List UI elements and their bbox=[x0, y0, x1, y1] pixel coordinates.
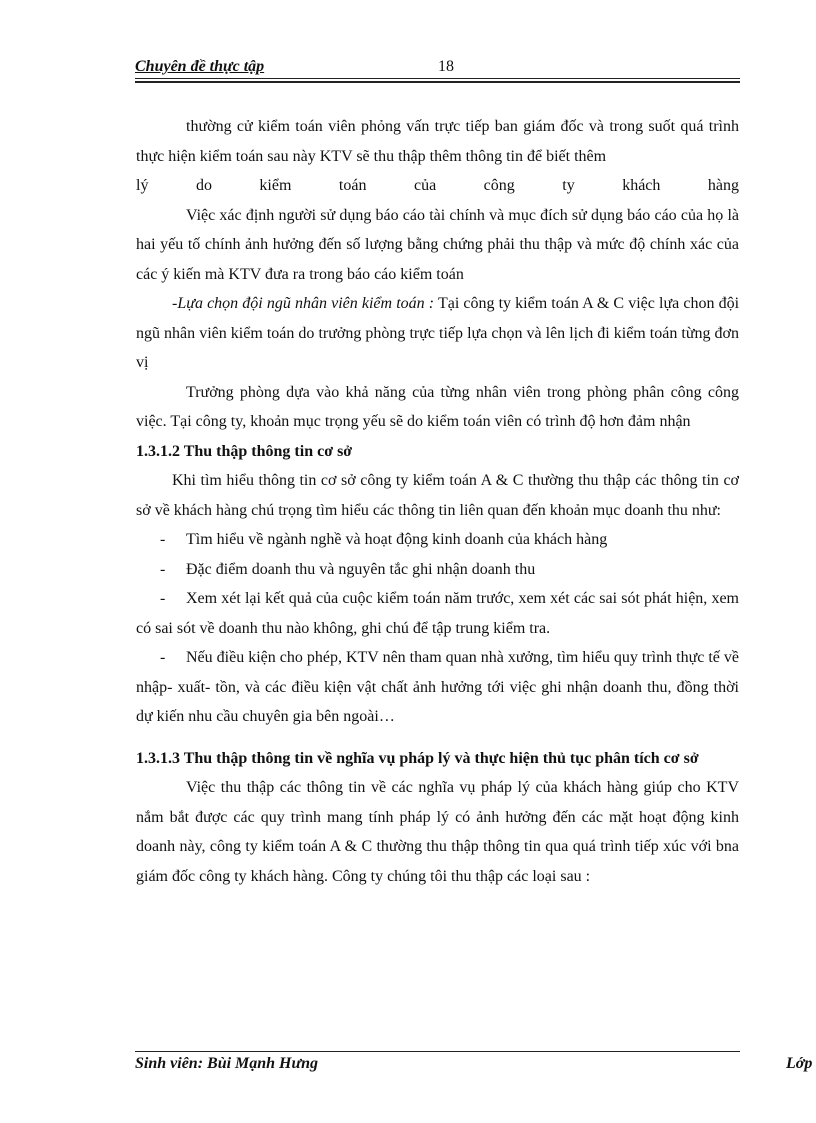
paragraph: Khi tìm hiểu thông tin cơ sở công ty kiểm toán A & C thường thu thập các thông tin cơ sở về khách hàng chú trọng tìm hiểu các thông tin liên quan đến khoản mục doanh thu như: bbox=[136, 472, 739, 519]
page-number: 18 bbox=[438, 58, 454, 75]
list-item: - Nếu điều kiện cho phép, KTV nên tham quan nhà xưởng, tìm hiểu quy trình thực tế về nhập- xuất- tồn, và các điều kiện vật chất ảnh hưởng tới việc ghi nhận doanh thu, đồng thời dự kiến nhu cầu chuyên gia bên ngoài… bbox=[136, 643, 739, 732]
header-divider bbox=[135, 78, 740, 79]
section-heading: 1.3.1.2 Thu thập thông tin cơ sở bbox=[136, 442, 353, 460]
paragraph-text: Tại công ty kiểm toán A & C việc lựa chon đội ngũ nhân viên kiểm toán do trưởng phòng trực tiếp lựa chọn và lên lịch đi kiểm toán từng đơn vị bbox=[136, 295, 740, 371]
paragraph: Việc xác định người sử dụng báo cáo tài chính và mục đích sử dụng báo cáo của họ là hai yếu tố chính ảnh hưởng đến số lượng bằng chứng phải thu thập và mức độ chính xác của các ý kiến mà KTV đưa ra trong báo cáo kiểm toán bbox=[136, 206, 739, 283]
header-title: Chuyên đề thực tập bbox=[135, 58, 265, 75]
page-header bbox=[135, 56, 740, 78]
footer-class-label: Lớp bbox=[786, 1055, 813, 1072]
bullet-dash: - bbox=[160, 531, 166, 548]
paragraph-label: -Lựa chọn đội ngũ nhân viên kiểm toán : bbox=[172, 295, 435, 312]
footer-divider bbox=[135, 1051, 740, 1052]
document-body bbox=[136, 112, 739, 891]
paragraph bbox=[136, 289, 739, 378]
list-item: - Tìm hiểu về ngành nghề và hoạt động kinh doanh của khách hàng bbox=[136, 525, 739, 555]
paragraph: thường cử kiểm toán viên phỏng vấn trực tiếp ban giám đốc và trong suốt quá trình thực hiện kiểm toán sau này KTV sẽ thu thập thêm thông tin để biết thêm bbox=[136, 118, 739, 165]
bullet-dash: - bbox=[160, 590, 166, 607]
section-heading: 1.3.1.3 Thu thập thông tin về nghĩa vụ pháp lý và thực hiện thủ tục phân tích cơ sở bbox=[136, 749, 699, 767]
list-item: - Đặc điểm doanh thu và nguyên tắc ghi nhận doanh thu bbox=[136, 555, 739, 585]
bullet-dash: - bbox=[160, 560, 166, 578]
list-item: - Xem xét lại kết quả của cuộc kiểm toán năm trước, xem xét các sai sót phát hiện, xem có sai sót về doanh thu nào không, ghi chú để tập trung kiểm tra. bbox=[136, 584, 739, 643]
paragraph: Việc thu thập các thông tin về các nghĩa vụ pháp lý của khách hàng giúp cho KTV nắm bắt được các quy trình mang tính pháp lý có ảnh hưởng đến các mặt hoạt động kinh doanh này, công ty kiểm toán A & C thường thu thập thông tin qua quá trình tiếp xúc với bna giám đốc công ty khách hàng. Công ty chúng tôi thu thập các loại sau : bbox=[136, 779, 739, 885]
footer-student: Sinh viên: Bùi Mạnh Hưng bbox=[135, 1055, 318, 1072]
paragraph-line: lý do kiểm toán của công ty khách hàng bbox=[136, 177, 739, 194]
bullet-dash: - bbox=[160, 649, 166, 666]
header-divider-thick bbox=[135, 81, 740, 83]
paragraph: Trưởng phòng dựa vào khả năng của từng nhân viên trong phòng phân công công việc. Tại công ty, khoản mục trọng yếu sẽ do kiểm toán viên có trình độ hơn đảm nhận bbox=[136, 383, 739, 430]
spacer bbox=[136, 732, 739, 744]
